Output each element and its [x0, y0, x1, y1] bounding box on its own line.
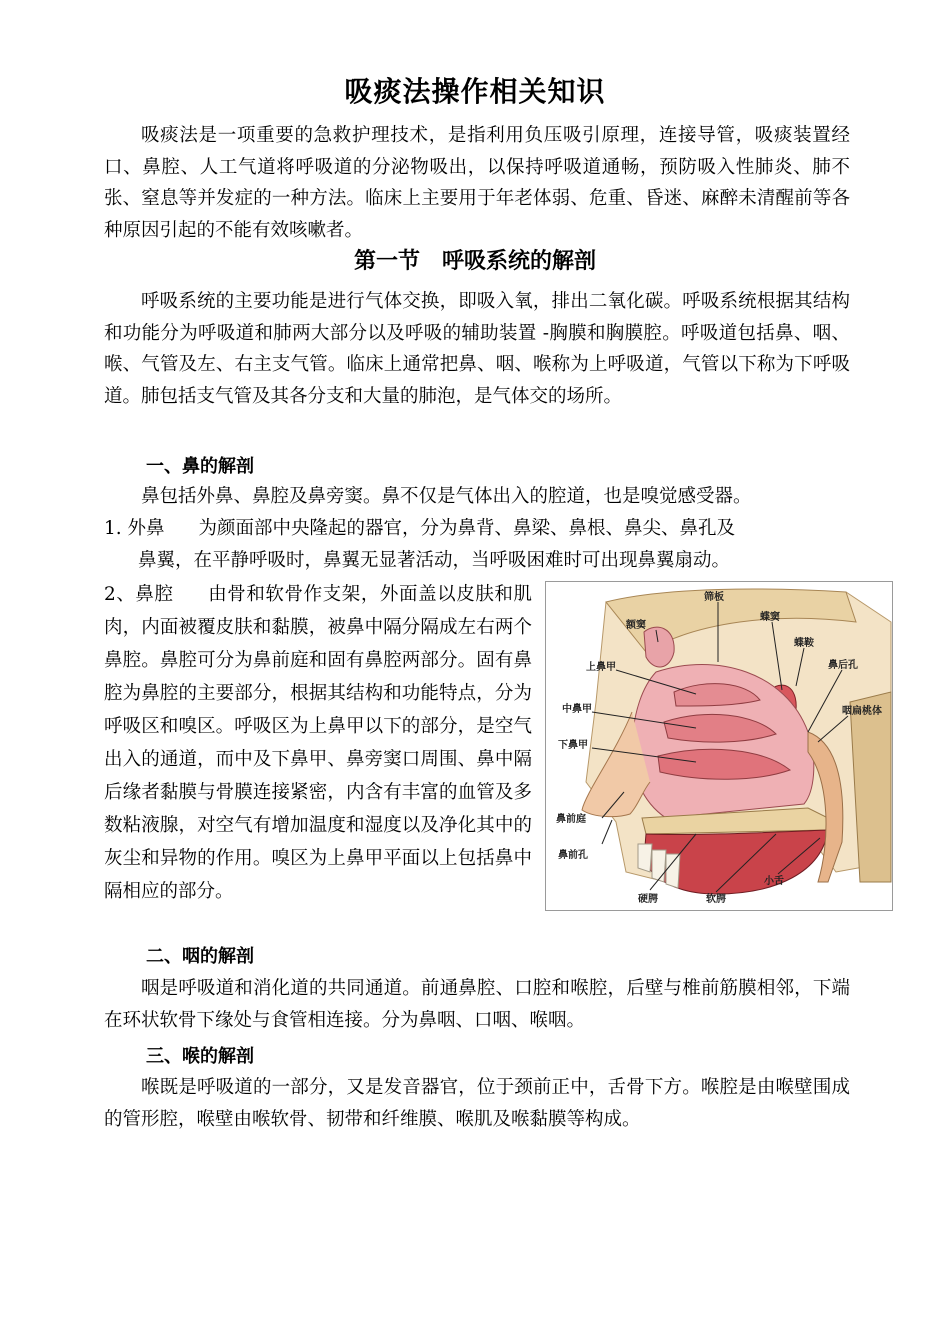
label-superior-turbinate: 上鼻甲: [586, 662, 616, 673]
label-middle-turbinate: 中鼻甲: [562, 704, 592, 715]
section1-title: 第一节 呼吸系统的解剖: [353, 249, 596, 274]
larynx-paragraph: 喉既是呼吸道的一部分，又是发音器官，位于颈前正中，舌骨下方。喉腔是由喉壁围成的管形腔，喉壁由喉软骨、韧带和纤维膜、喉肌及喉黏膜等构成。: [104, 1077, 850, 1130]
label-nostril: 鼻前孔: [558, 850, 588, 861]
item1-label: 1. 外鼻: [104, 518, 165, 539]
label-cribriform: 筛板: [704, 592, 724, 603]
document-title: 吸痰法操作相关知识: [344, 75, 606, 108]
nose-heading: 一、鼻的解剖: [146, 456, 254, 477]
label-choana: 鼻后孔: [828, 660, 858, 671]
section1-paragraph: 呼吸系统的主要功能是进行气体交换，即吸入氧，排出二氧化碳。呼吸系统根据其结构和功能分为呼吸道和肺两大部分以及呼吸的辅助装置 -胸膜和胸膜腔。呼吸道包括鼻、咽、喉、气管及左、右主支气管。临床上通常把鼻、咽、喉称为上呼吸道，气管以下称为下呼吸道。肺包括支气管及其各分支和大量的肺泡，是气体交的场所。: [104, 291, 850, 407]
nasal-anatomy-figure: [545, 581, 893, 911]
larynx-heading: 三、喉的解剖: [146, 1046, 254, 1067]
label-adenoid: 咽扁桃体: [842, 706, 882, 717]
item2-label: 2、鼻腔: [104, 584, 174, 605]
item1-line2: 鼻翼，在平静呼吸时，鼻翼无显著活动，当呼吸困难时可出现鼻翼扇动。: [138, 549, 731, 571]
label-sella: 蝶鞍: [794, 638, 814, 649]
label-inferior-turbinate: 下鼻甲: [558, 740, 588, 751]
pharynx-heading: 二、咽的解剖: [146, 946, 254, 967]
label-soft-palate: 软腭: [706, 894, 726, 905]
label-vestibule: 鼻前庭: [556, 814, 586, 825]
intro-paragraph: 吸痰法是一项重要的急救护理技术，是指利用负压吸引原理，连接导管，吸痰装置经口、鼻腔、人工气道将呼吸道的分泌物吸出，以保持呼吸道通畅，预防吸入性肺炎、肺不张、窒息等并发症的一种方法。临床上主要用于年老体弱、危重、昏迷、麻醉未清醒前等各种原因引起的不能有效咳嗽者。: [104, 125, 850, 241]
nasal-anatomy-illustration: [546, 582, 892, 910]
label-uvula: 小舌: [764, 876, 784, 887]
item-nasal-cavity: [104, 578, 532, 908]
nose-intro: 鼻包括外鼻、鼻腔及鼻旁窦。鼻不仅是气体出入的腔道，也是嗅觉感受器。: [141, 486, 752, 507]
item-external-nose: [104, 513, 850, 576]
label-sphenoid-sinus: 蝶窦: [760, 612, 780, 623]
item2-text: 由骨和软骨作支架，外面盖以皮肤和肌肉，内面被覆皮肤和黏膜，被鼻中隔分隔成左右两个鼻腔。鼻腔可分为鼻前庭和固有鼻腔两部分。固有鼻腔为鼻腔的主要部分，根据其结构和功能特点，分为呼吸区和嗅区。呼吸区为上鼻甲以下的部分，是空气出入的通道，而中及下鼻甲、鼻旁窦口周围、鼻中隔后缘者黏膜与骨膜连接紧密，内含有丰富的血管及多数粘液腺，对空气有增加温度和湿度以及净化其中的灰尘和异物的作用。嗅区为上鼻甲平面以上包括鼻中隔相应的部分。: [104, 584, 532, 902]
label-hard-palate: 硬腭: [638, 894, 658, 905]
item1-line1: 为颜面部中央隆起的器官，分为鼻背、鼻梁、鼻根、鼻尖、鼻孔及: [198, 518, 736, 539]
pharynx-paragraph: 咽是呼吸道和消化道的共同通道。前通鼻腔、口腔和喉腔，后壁与椎前筋膜相邻，下端在环状软骨下缘处与食管相连接。分为鼻咽、口咽、喉咽。: [104, 978, 850, 1031]
label-frontal-sinus: 额窦: [626, 620, 646, 631]
